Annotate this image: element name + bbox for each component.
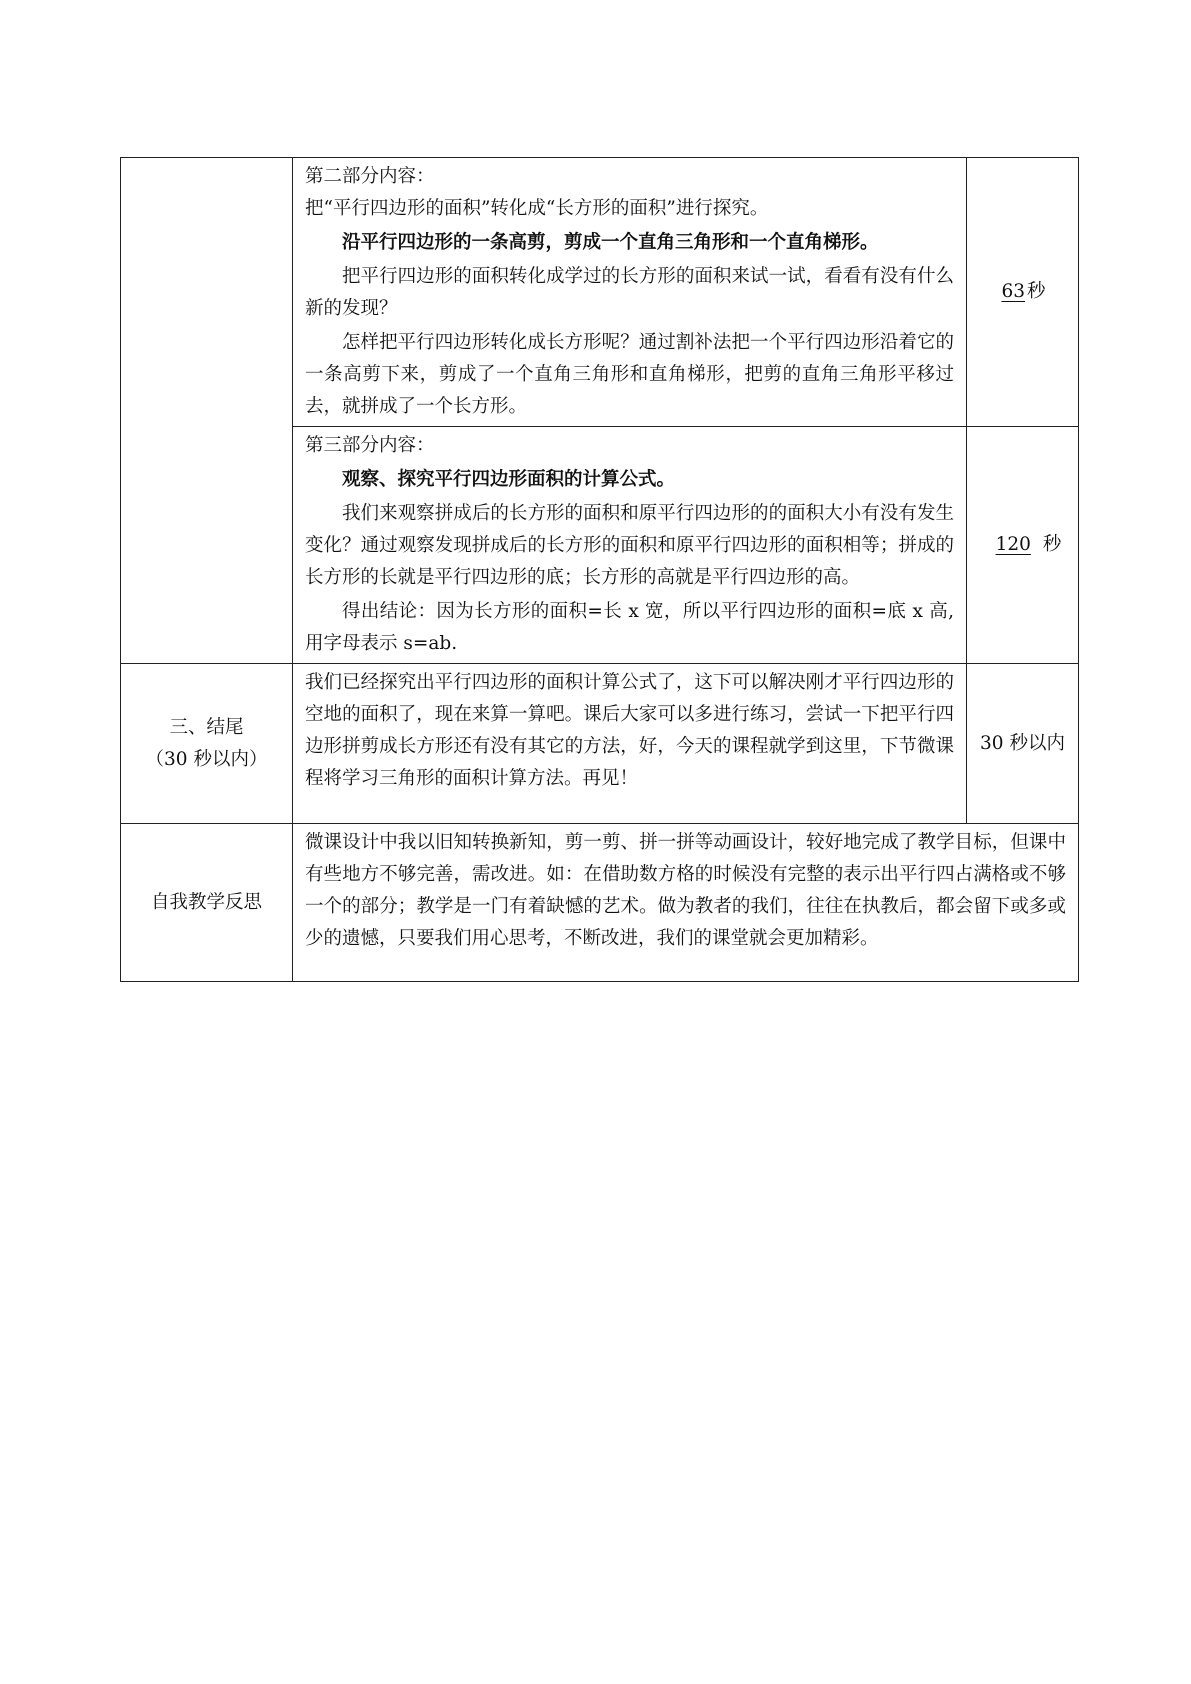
part3-bold-summary: 观察、探究平行四边形面积的计算公式。 [342, 469, 676, 490]
content-cell-part2 [293, 158, 967, 427]
part2-intro: 把“平行四边形的面积”转化成“长方形的面积”进行探究。 [305, 198, 769, 219]
reflection-content-cell [293, 824, 1079, 982]
part3-paragraph-2: 得出结论：因为长方形的面积=长 x 宽，所以平行四边形的面积=底 x 高,用字母表示 s=ab. [305, 601, 954, 654]
part2-paragraph-1: 把平行四边形的面积转化成学过的长方形的面积来试一试，看看有没有什么新的发现？ [305, 266, 954, 319]
reflection-label: 自我教学反思 [150, 891, 262, 913]
part2-time-unit: 秒 [1027, 281, 1046, 302]
time-cell-part3 [967, 427, 1079, 664]
ending-stage-title: 三、结尾 [169, 716, 244, 738]
part2-time-value: 63 [1001, 281, 1026, 302]
reflection-content: 微课设计中我以旧知转换新知，剪一剪、拼一拼等动画设计，较好地完成了教学目标，但课中有些地方不够完善，需改进。如：在借助数方格的时候没有完整的表示出平行四占满格或不够一个的部分；教学是一门有着缺憾的艺术。做为教者的我们，往往在执教后，都会留下或多或少的遗憾，只要我们用心思考，不断改进，我们的课堂就会更加精彩。 [305, 832, 1066, 949]
stage-cell-ending [121, 664, 293, 824]
part2-heading: 第二部分内容： [305, 166, 435, 187]
content-cell-part3 [293, 427, 967, 664]
part3-paragraph-1: 我们来观察拼成后的长方形的面积和原平行四边形的的面积大小有没有发生变化？通过观察发现拼成后的长方形的面积和原平行四边形的面积相等；拼成的长方形的长就是平行四边形的底；长方形的高就是平行四边形的高。 [305, 503, 954, 588]
lesson-plan-table [120, 157, 1079, 982]
part3-time-unit: 秒 [1042, 534, 1062, 555]
table-row-reflection [121, 824, 1079, 982]
stage-cell-empty [121, 158, 293, 664]
time-cell-part2 [967, 158, 1079, 427]
time-cell-ending [967, 664, 1079, 824]
part3-time-value: 120 [995, 534, 1031, 555]
reflection-label-cell [121, 824, 293, 982]
ending-stage-note: （30 秒以内） [145, 748, 268, 770]
part2-bold-summary: 沿平行四边形的一条高剪，剪成一个直角三角形和一个直角梯形。 [342, 232, 879, 253]
part3-heading: 第三部分内容： [305, 435, 435, 456]
part2-paragraph-2: 怎样把平行四边形转化成长方形呢？通过割补法把一个平行四边形沿着它的一条高剪下来，剪成了一个直角三角形和直角梯形，把剪的直角三角形平移过去，就拼成了一个长方形。 [305, 332, 954, 417]
ending-content: 我们已经探究出平行四边形的面积计算公式了，这下可以解决刚才平行四边形的空地的面积了，现在来算一算吧。课后大家可以多进行练习，尝试一下把平行四边形拼剪成长方形还有没有其它的方法，好，今天的课程就学到这里，下节微课程将学习三角形的面积计算方法。再见！ [305, 672, 954, 789]
ending-time: 30 秒以内 [980, 732, 1065, 754]
table-row-part2 [121, 158, 1079, 427]
content-cell-ending [293, 664, 967, 824]
table-row-ending [121, 664, 1079, 824]
